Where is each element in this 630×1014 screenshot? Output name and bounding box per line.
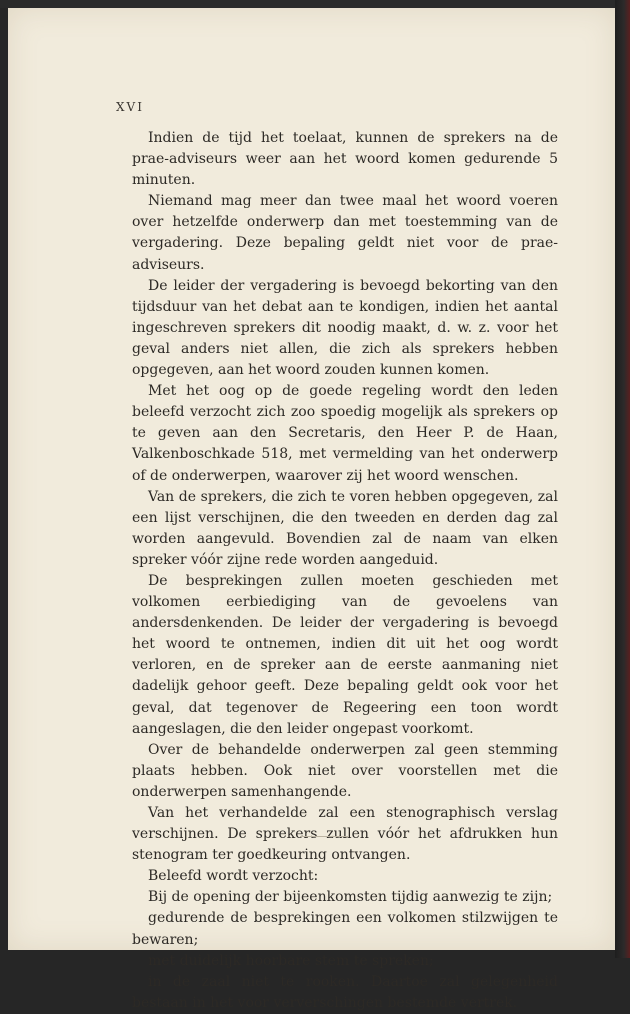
paragraph-speaker-list: Van de sprekers, die zich te voren hebben opgegeven, zal een lijst verschijnen, die den tweeden en derden dag zal worden aangevuld. Bovendien zal de naam van elken spreker vóór zijne rede worden aangeduid. bbox=[132, 488, 558, 568]
closing-rule bbox=[300, 836, 348, 837]
paragraph-request-intro: Beleefd wordt verzocht: bbox=[148, 868, 319, 885]
paragraph-speaker-registration: Met het oog op de goede regeling wordt den leden beleefd verzocht zich zoo spoedig mogelijk als sprekers op te geven aan den Secretaris, den Heer P. de Haan, Valkenboschkade 518, met vermelding van het onderwerp of de onderwerpen, waarover zij het woord wenschen. bbox=[132, 383, 558, 484]
paragraph-stenographic-report: Van het verhandelde zal een stenographisch verslag verschijnen. De sprekers zullen vóór het afdrukken hun stenogram ter goedkeuring ontvangen. bbox=[132, 805, 558, 864]
paragraph-speaking-time: Indien de tijd het toelaat, kunnen de sprekers na de prae-adviseurs weer aan het woord komen gedurende 5 minuten. bbox=[132, 130, 558, 189]
page-number: XVI bbox=[116, 100, 144, 114]
paragraph-debate-shortening: De leider der vergadering is bevoegd bekorting van den tijdsduur van het debat aan te kondigen, indien het aantal ingeschreven sprekers dit noodig maakt, d. w. z. voor het geval anders niet allen, die zich als sprekers hebben opgegeven, aan het woord zouden kunnen komen. bbox=[132, 277, 558, 379]
paragraph-no-voting: Over de behandelde onderwerpen zal geen stemming plaats hebben. Ook niet over voorstellen met die onderwerpen samenhangende. bbox=[132, 741, 558, 800]
scan-top-edge bbox=[0, 0, 630, 8]
request-item-silence: gedurende de besprekingen een volkomen stilzwijgen te bewaren; bbox=[132, 910, 558, 948]
book-spine-edge bbox=[615, 0, 630, 958]
request-item-audible-voice: met duidelijk hoorbare stem te spreken; bbox=[148, 952, 434, 969]
page-body bbox=[132, 128, 558, 1014]
request-item-punctuality: Bij de opening der bijeenkomsten tijdig aanwezig te zijn; bbox=[148, 889, 553, 906]
request-item-no-smoking: in de zaal niet te rooken. Daartoe zal gelegenheid bestaan in het voor ververschingen bestemde vertrek. bbox=[132, 973, 558, 1011]
paragraph-speaking-limit: Niemand mag meer dan twee maal het woord voeren over hetzelfde onderwerp dan met toestemming van de vergadering. Deze bepaling geldt niet voor de prae-adviseurs. bbox=[132, 193, 558, 273]
paragraph-respectful-discussion: De besprekingen zullen moeten geschieden met volkomen eerbiediging van de gevoelens van andersdenkenden. De leider der vergadering is bevoegd het woord te ontnemen, indien dit uit het oog wordt verloren, en de spreker aan de eerste aanmaning niet dadelijk gehoor geeft. Deze bepaling geldt ook voor het geval, dat tegenover de Regeering een toon wordt aangeslagen, die den leider ongepast voorkomt. bbox=[132, 572, 558, 737]
